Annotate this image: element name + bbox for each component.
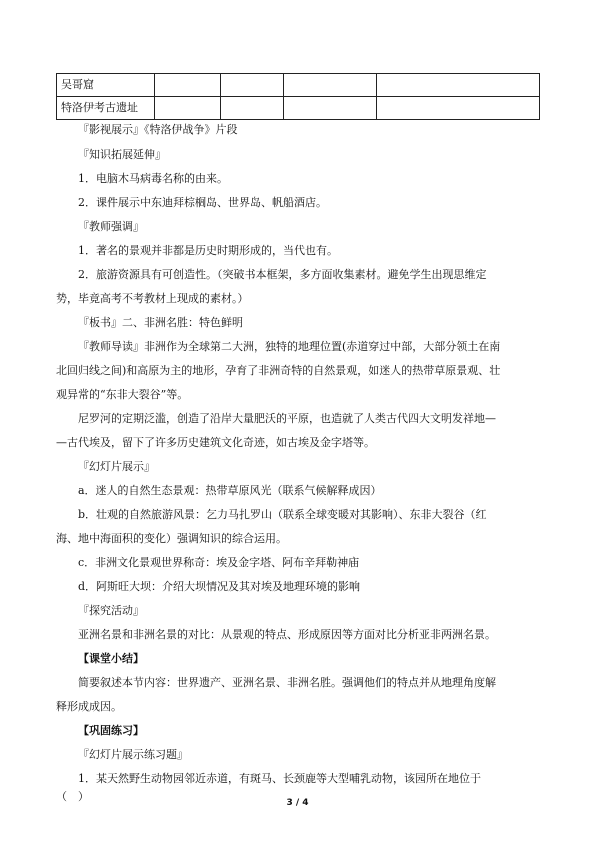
text-line: 2．课件展示中东迪拜棕榈岛、世界岛、帆船酒店。 bbox=[78, 196, 327, 209]
text-line: c．非洲文化景观世界称奇：埃及金字塔、阿布辛拜勒神庙 bbox=[78, 556, 360, 569]
table-row bbox=[57, 97, 540, 120]
text-line: b．壮观的自然旅游风景：乞力马扎罗山（联系全球变暖对其影响）、东非大裂谷（红 bbox=[78, 508, 487, 521]
text-line: 2．旅游资源具有可创造性。（突破书本框架，多方面收集素材。避免学生出现思维定 bbox=[78, 268, 487, 281]
text-line: —古代埃及，留下了许多历史建筑文化奇迹，如古埃及金字塔等。 bbox=[56, 436, 375, 449]
table-cell bbox=[284, 74, 377, 97]
page-number: 3 / 4 bbox=[286, 798, 309, 808]
section-label-extension: 『知识拓展延伸』 bbox=[78, 148, 166, 161]
text-line: 1．电脑木马病毒名称的由来。 bbox=[78, 172, 228, 185]
table-cell bbox=[155, 74, 221, 97]
section-label-slides: 『幻灯片展示』 bbox=[78, 460, 155, 473]
table-cell: 特洛伊考古遗址 bbox=[57, 97, 155, 120]
text-line: 1．著名的景观并非都是历史时期形成的，当代也有。 bbox=[78, 244, 338, 257]
section-label-blackboard: 『板书』二、非洲名胜：特色鲜明 bbox=[78, 316, 243, 329]
section-label-video: 『影视展示』《特洛伊战争》片段 bbox=[78, 123, 238, 136]
text-line: 『教师导读』非洲作为全球第二大洲，独特的地理位置(赤道穿过中部，大部分领土在南 bbox=[78, 340, 501, 353]
table-cell bbox=[221, 74, 284, 97]
text-line: 简要叙述本节内容：世界遗产、亚洲名景、非洲名胜。强调他们的特点并从地理角度解 bbox=[78, 676, 496, 689]
section-label-practice: 【巩固练习】 bbox=[78, 724, 144, 737]
text-line: 尼罗河的定期泛滥，创造了沿岸大量肥沃的平原，也造就了人类古代四大文明发祥地— bbox=[78, 412, 496, 425]
table-row bbox=[57, 74, 540, 97]
landscape-comparison-table bbox=[56, 73, 540, 120]
table-cell bbox=[155, 97, 221, 120]
table-cell bbox=[284, 97, 377, 120]
text-line: d．阿斯旺大坝：介绍大坝情况及其对埃及地理环境的影响 bbox=[78, 580, 361, 593]
text-line: 释形成成因。 bbox=[56, 700, 122, 713]
text-line: 北回归线之间)和高原为主的地形，孕育了非洲奇特的自然景观，如迷人的热带草原景观、壮 bbox=[56, 364, 501, 377]
section-label-teacher-emphasis: 『教师强调』 bbox=[78, 220, 144, 233]
answer-blank: （ ） bbox=[56, 790, 89, 803]
table-cell bbox=[377, 97, 540, 120]
section-label-summary: 【课堂小结】 bbox=[78, 652, 144, 665]
text-line: 势，毕竟高考不考教材上现成的素材。） bbox=[56, 292, 249, 305]
section-label-inquiry: 『探究活动』 bbox=[78, 604, 144, 617]
question-text: 1．某天然野生动物园邻近赤道，有斑马、长颈鹿等大型哺乳动物，该园所在地位于 bbox=[78, 772, 481, 785]
text-line: a．迷人的自然生态景观：热带草原风光（联系气候解释成因） bbox=[78, 484, 382, 497]
text-line: 海、地中海面积的变化）强调知识的综合运用。 bbox=[56, 532, 287, 545]
table-cell bbox=[221, 97, 284, 120]
section-label-practice-slides: 『幻灯片展示练习题』 bbox=[78, 748, 188, 761]
table-cell: 吴哥窟 bbox=[57, 74, 155, 97]
text-line: 观异常的“东非大裂谷”等。 bbox=[56, 388, 189, 401]
text-line: 亚洲名景和非洲名景的对比：从景观的特点、形成原因等方面对比分析亚非两洲名景。 bbox=[78, 628, 496, 641]
table-cell bbox=[377, 74, 540, 97]
